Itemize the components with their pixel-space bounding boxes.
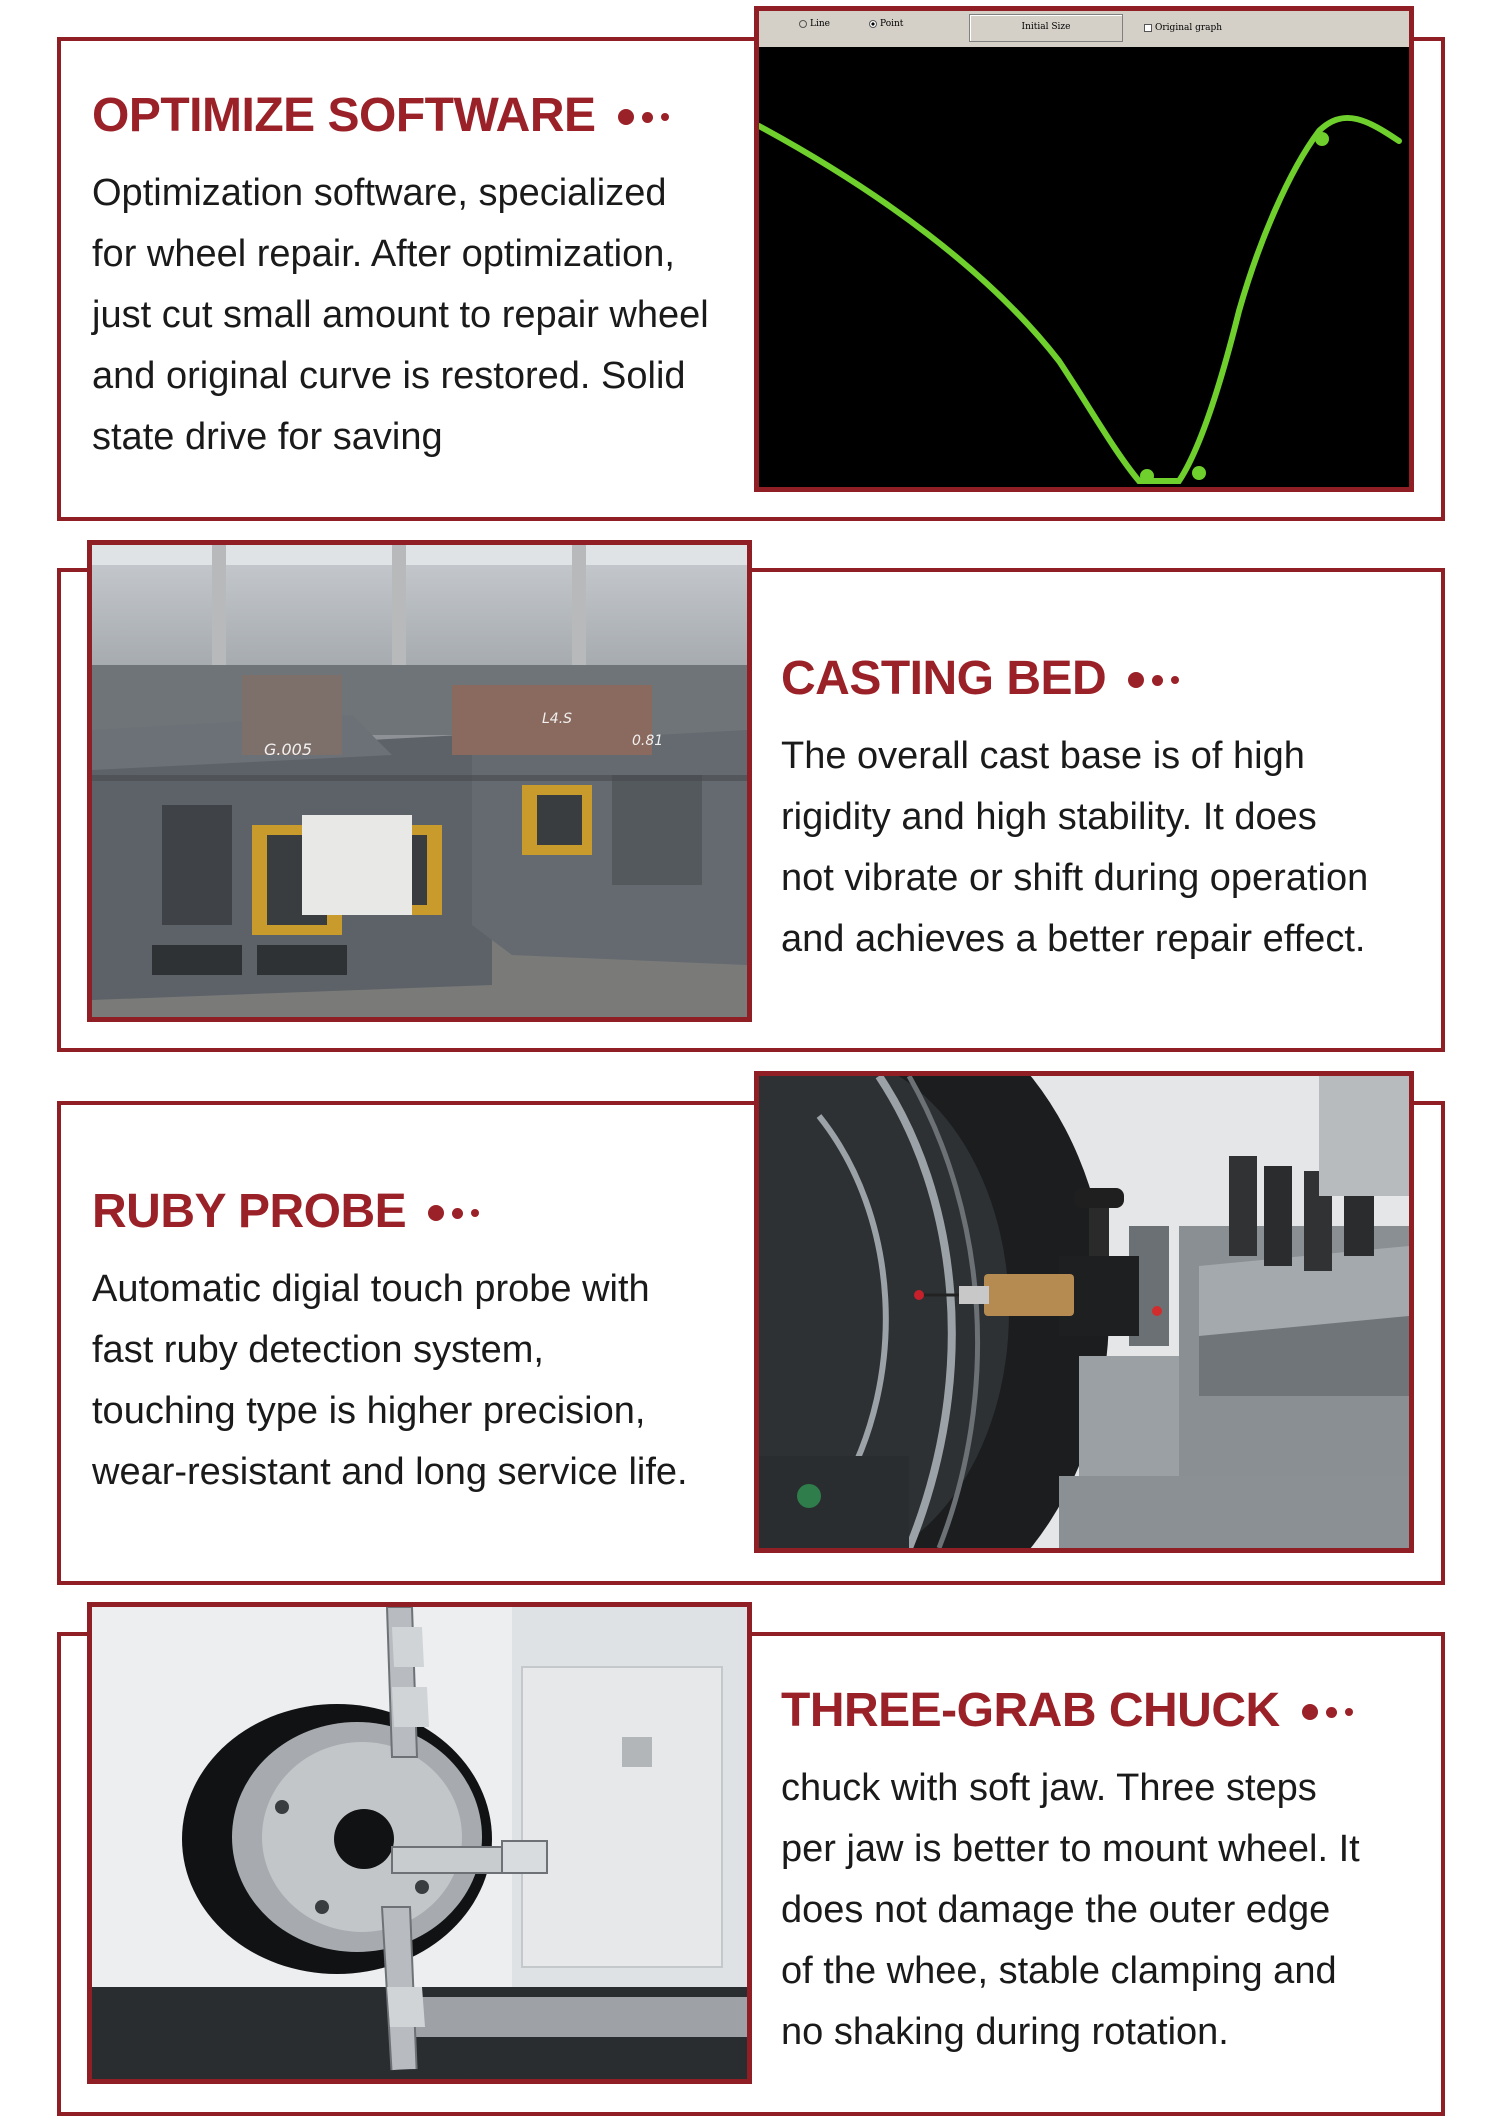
title-dots-icon — [1302, 1682, 1361, 1737]
chuck-line: does not damage the outer edge — [781, 1889, 1331, 1931]
ruby-title-text: RUBY PROBE — [92, 1185, 407, 1238]
title-dots-icon — [428, 1183, 487, 1238]
ruby-line: touching type is higher precision, — [92, 1390, 646, 1432]
chuck-line: no shaking during rotation. — [781, 2011, 1229, 2053]
optimize-line: Optimization software, specialized — [92, 172, 667, 214]
casting-bed-photo — [87, 540, 752, 1022]
ruby-probe-photo — [754, 1071, 1414, 1553]
chuck-title-text: THREE-GRAB CHUCK — [781, 1684, 1280, 1737]
chuck-image — [92, 1607, 747, 2079]
optimize-line: for wheel repair. After optimization, — [92, 233, 675, 275]
ruby-description — [92, 1259, 688, 1503]
ruby-probe-image — [759, 1076, 1409, 1548]
casting-line: and achieves a better repair effect. — [781, 918, 1366, 960]
initial-size-label: Initial Size — [1021, 22, 1071, 32]
optimize-description — [92, 163, 709, 468]
title-dots-icon — [1128, 650, 1187, 705]
wheel-profile-curve — [759, 11, 1409, 487]
casting-line: The overall cast base is of high — [781, 735, 1305, 777]
optimize-line: just cut small amount to repair wheel — [92, 294, 709, 336]
chuck-description — [781, 1758, 1360, 2063]
optimize-title-text: OPTIMIZE SOFTWARE — [92, 89, 596, 142]
factory-casting-image — [92, 545, 747, 1017]
chuck-line: per jaw is better to mount wheel. It — [781, 1828, 1360, 1870]
casting-line: rigidity and high stability. It does — [781, 796, 1317, 838]
original-graph-label: Original graph — [1155, 23, 1223, 33]
chuck-line: chuck with soft jaw. Three steps — [781, 1767, 1317, 1809]
casting-label-2: 0.81 — [632, 733, 664, 749]
optimize-title — [92, 88, 677, 146]
ruby-line: fast ruby detection system, — [92, 1329, 544, 1371]
casting-description — [781, 726, 1368, 970]
casting-line: not vibrate or shift during operation — [781, 857, 1369, 899]
ruby-title — [92, 1184, 487, 1242]
ruby-line: Automatic digial touch probe with — [92, 1268, 650, 1310]
optimize-line: and original curve is restored. Solid — [92, 355, 686, 397]
chuck-title — [781, 1683, 1361, 1741]
radio-line-label: Line — [810, 19, 830, 29]
software-screenshot — [754, 6, 1414, 492]
radio-point-label: Point — [880, 19, 904, 29]
casting-label-1: G.005 — [264, 740, 313, 759]
casting-title-text: CASTING BED — [781, 652, 1107, 705]
optimize-line: state drive for saving — [92, 416, 443, 458]
ruby-line: wear-resistant and long service life. — [92, 1451, 688, 1493]
casting-label-3: L4.S — [542, 711, 573, 727]
chuck-photo — [87, 1602, 752, 2084]
chuck-line: of the whee, stable clamping and — [781, 1950, 1337, 1992]
casting-title — [781, 651, 1187, 709]
title-dots-icon — [618, 87, 677, 142]
